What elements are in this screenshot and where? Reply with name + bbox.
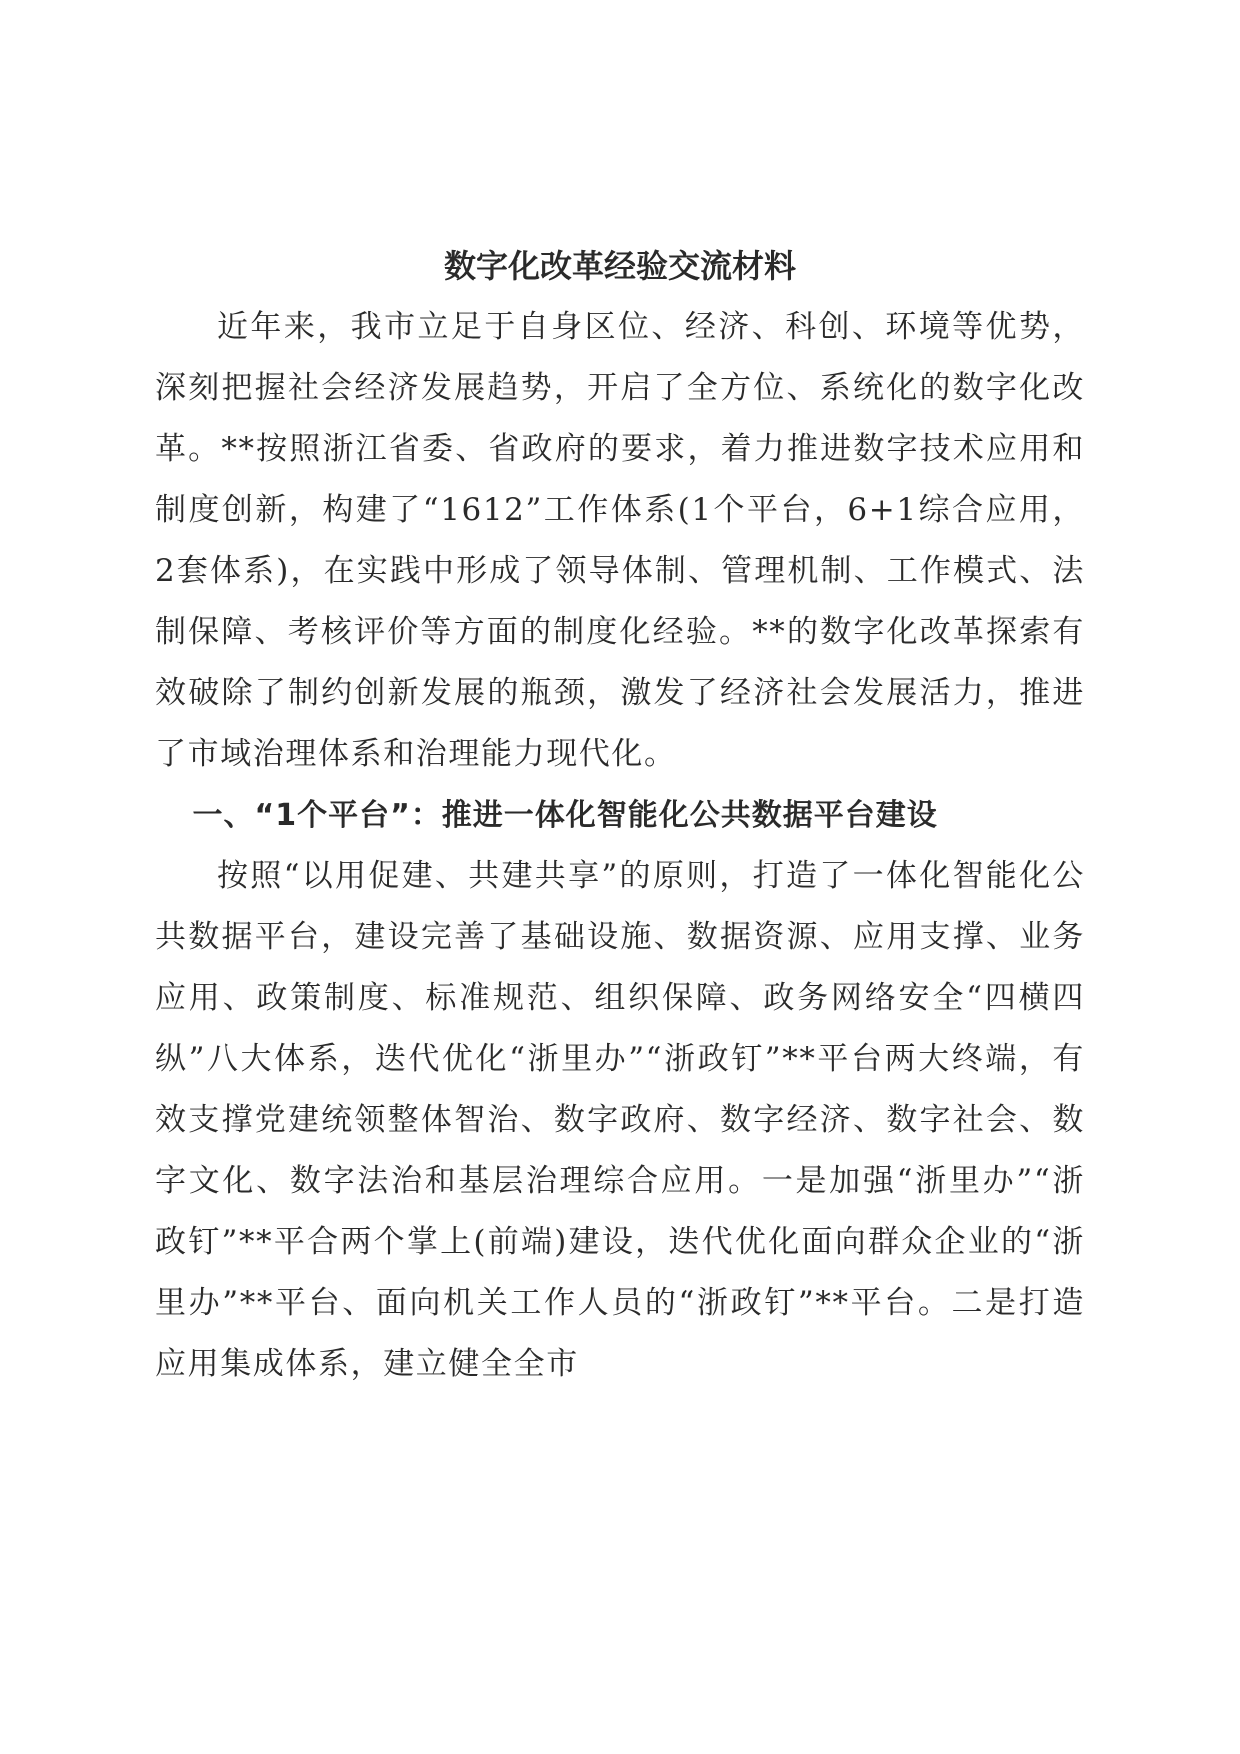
section-paragraph: 按照“以用促建、共建共享”的原则，打造了一体化智能化公共数据平台，建设完善了基础设施、数据资源、应用支撑、业务应用、政策制度、标准规范、组织保障、政务网络安全“四横四纵”八大体系，迭代优化“浙里办”“浙政钉”**平台两大终端，有效支撑党建统领整体智治、数字政府、数字经济、数字社会、数字文化、数字法治和基层治理综合应用。一是加强“浙里办”“浙政钉”**平合两个掌上(前端)建设，迭代优化面向群众企业的“浙里办”**平台、面向机关工作人员的“浙政钉”**平台。二是打造应用集成体系，建立健全全市 (155, 858, 1085, 1382)
document-body (155, 236, 1085, 1395)
section-heading: 一、“1个平台”：推进一体化智能化公共数据平台建设 (192, 798, 938, 833)
intro-paragraph: 近年来，我市立足于自身区位、经济、科创、环境等优势，深刻把握社会经济发展趋势，开启了全方位、系统化的数字化改革。**按照浙江省委、省政府的要求，着力推进数字技术应用和制度创新，构建了“1612”工作体系(1个平台，6+1综合应用，2套体系)，在实践中形成了领导体制、管理机制、工作模式、法制保障、考核评价等方面的制度化经验。**的数字化改革探索有效破除了制约创新发展的瓶颈，激发了经济社会发展活力，推进了市域治理体系和治理能力现代化。 (155, 309, 1085, 772)
document-title: 数字化改革经验交流材料 (443, 247, 796, 285)
